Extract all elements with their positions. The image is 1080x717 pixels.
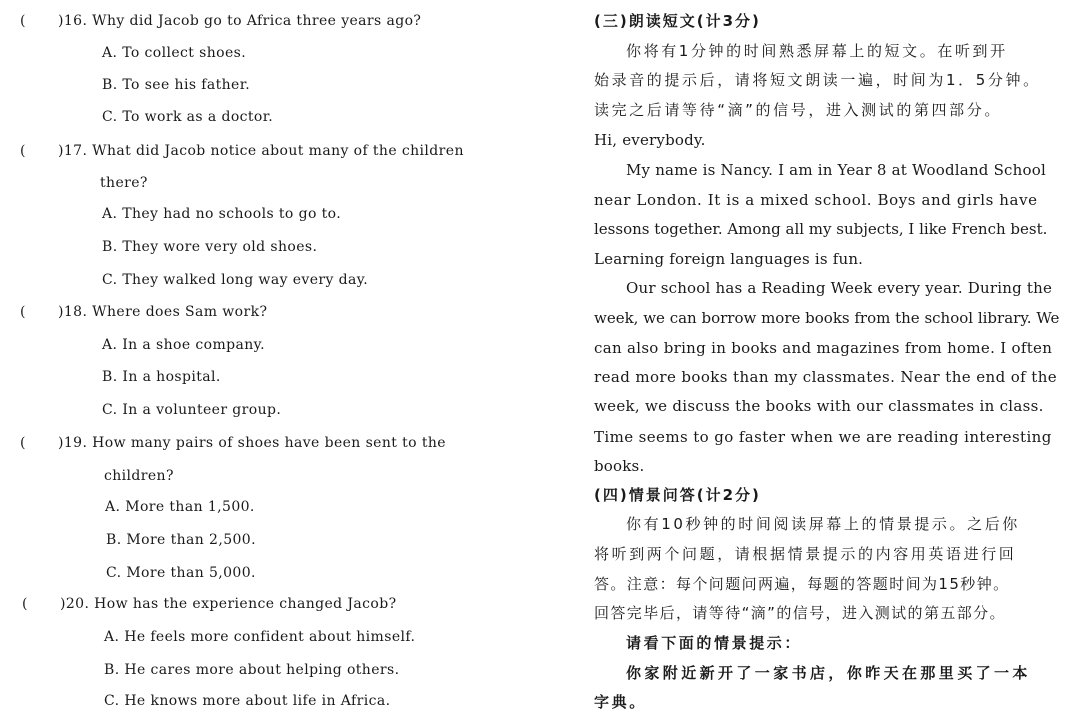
q17-option-a: A. They had no schools to go to.: [102, 206, 342, 222]
answer-blank-19[interactable]: (: [20, 435, 26, 451]
scenario-line-1: 你家附近新开了一家书店，你昨天在那里买了一本: [626, 664, 1031, 682]
q17-option-c: C. They walked long way every day.: [102, 272, 369, 288]
section-4-heading: (四)情景问答(计2分): [594, 486, 761, 504]
q16-option-c: C. To work as a doctor.: [102, 109, 274, 125]
q19-option-a: A. More than 1,500.: [105, 499, 255, 515]
q20-option-c: C. He knows more about life in Africa.: [104, 693, 391, 709]
section-4-instruction-4: 回答完毕后，请等待“滴”的信号，进入测试的第五部分。: [594, 604, 1006, 622]
q17-option-b: B. They wore very old shoes.: [102, 239, 318, 255]
answer-blank-18[interactable]: (: [20, 304, 26, 320]
section-3-instruction-1: 你将有1分钟的时间熟悉屏幕上的短文。在听到开: [626, 42, 1008, 60]
scenario-prompt-label: 请看下面的情景提示：: [626, 634, 803, 652]
q19-option-b: B. More than 2,500.: [106, 532, 256, 548]
q20-option-b: B. He cares more about helping others.: [104, 662, 400, 678]
passage-greeting: Hi, everybody.: [594, 131, 706, 149]
passage-line-10: Time seems to go faster when we are reading interesting: [594, 428, 1052, 446]
passage-line-8: read more books than my classmates. Near the end of the: [594, 368, 1058, 386]
q16-option-b: B. To see his father.: [102, 77, 251, 93]
scenario-line-2: 字典。: [594, 693, 647, 711]
q16-option-a: A. To collect shoes.: [102, 45, 247, 61]
section-4-instruction-1: 你有10秒钟的时间阅读屏幕上的情景提示。之后你: [626, 515, 1020, 533]
q19-option-c: C. More than 5,000.: [106, 565, 256, 581]
section-4-instruction-3: 答。注意：每个问题问两遍，每题的答题时间为15秒钟。: [594, 575, 1010, 593]
passage-line-2: near London. It is a mixed school. Boys and girls have: [594, 191, 1038, 209]
question-19-continued: children?: [104, 468, 174, 484]
passage-line-4: Learning foreign languages is fun.: [594, 250, 864, 268]
question-16: )16. Why did Jacob go to Africa three years ago?: [58, 13, 422, 29]
q18-option-b: B. In a hospital.: [102, 369, 221, 385]
question-19: )19. How many pairs of shoes have been sent to the: [58, 435, 446, 451]
passage-line-7: can also bring in books and magazines from home. I often: [594, 339, 1053, 357]
section-3-instruction-3: 读完之后请等待“滴”的信号，进入测试的第四部分。: [594, 101, 1002, 119]
question-20: )20. How has the experience changed Jacob?: [60, 596, 397, 612]
passage-line-11: books.: [594, 457, 645, 475]
answer-blank-16[interactable]: (: [20, 13, 26, 29]
q20-option-a: A. He feels more confident about himself.: [104, 629, 416, 645]
q18-option-c: C. In a volunteer group.: [102, 402, 282, 418]
passage-line-1: My name is Nancy. I am in Year 8 at Woodland School: [626, 161, 1046, 179]
question-17-continued: there?: [100, 175, 148, 191]
passage-line-9: week, we discuss the books with our classmates in class.: [594, 397, 1044, 415]
q18-option-a: A. In a shoe company.: [102, 337, 265, 353]
passage-line-6: week, we can borrow more books from the school library. We: [594, 309, 1060, 327]
question-17: )17. What did Jacob notice about many of the children: [58, 143, 464, 159]
answer-blank-17[interactable]: (: [20, 143, 26, 159]
passage-line-5: Our school has a Reading Week every year. During the: [626, 279, 1053, 297]
section-3-heading: (三)朗读短文(计3分): [594, 12, 761, 30]
passage-line-3: lessons together. Among all my subjects, I like French best.: [594, 220, 1048, 238]
answer-blank-20[interactable]: (: [22, 596, 28, 612]
section-4-instruction-2: 将听到两个问题，请根据情景提示的内容用英语进行回: [594, 545, 1017, 563]
question-18: )18. Where does Sam work?: [58, 304, 268, 320]
section-3-instruction-2: 始录音的提示后，请将短文朗读一遍，时间为1．5分钟。: [594, 71, 1041, 89]
